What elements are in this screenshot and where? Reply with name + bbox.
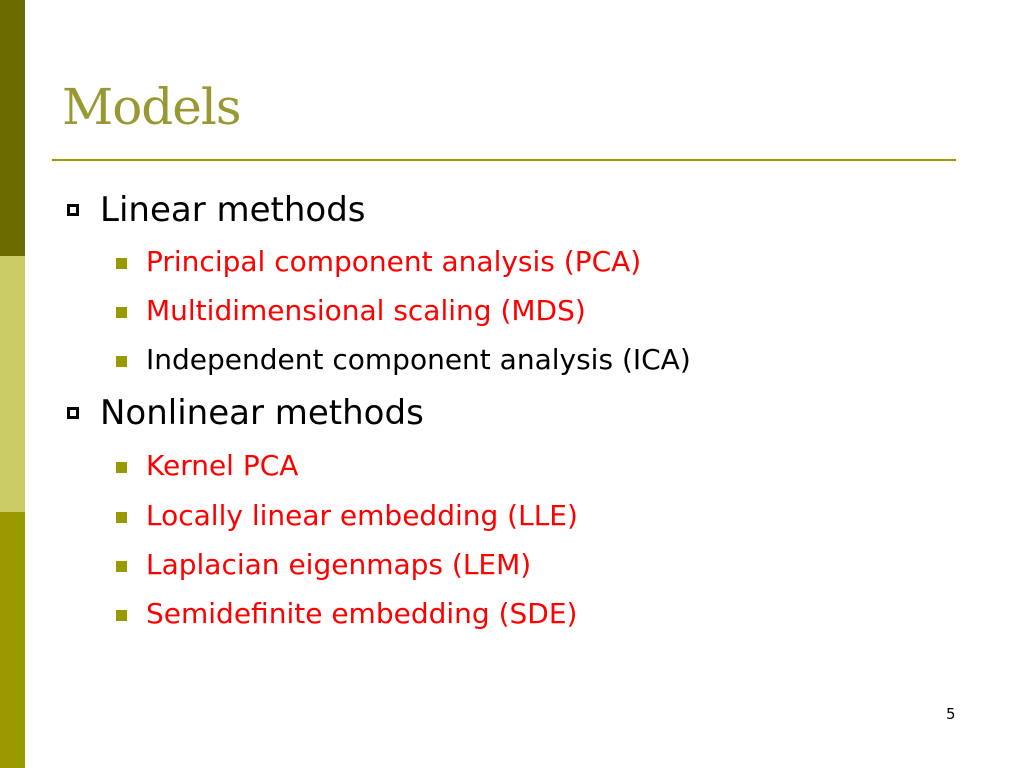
filled-square-bullet-icon [116, 512, 127, 523]
hollow-square-bullet-icon [67, 407, 79, 419]
list-item-label: Kernel PCA [146, 449, 299, 482]
section-heading: Linear methods [100, 190, 366, 230]
filled-square-bullet-icon [116, 462, 127, 473]
filled-square-bullet-icon [116, 258, 127, 269]
list-item-label: Independent component analysis (ICA) [146, 343, 691, 376]
slide-title: Models [62, 78, 241, 136]
filled-square-bullet-icon [116, 356, 127, 367]
filled-square-bullet-icon [116, 610, 127, 621]
section-heading: Nonlinear methods [100, 393, 424, 433]
list-item-label: Principal component analysis (PCA) [146, 245, 642, 278]
list-item-label: Laplacian eigenmaps (LEM) [146, 548, 532, 581]
list-item-label: Multidimensional scaling (MDS) [146, 294, 586, 327]
page-number: 5 [946, 705, 956, 723]
hollow-square-bullet-icon [67, 204, 79, 216]
list-item-label: Locally linear embedding (LLE) [146, 499, 578, 532]
list-item-label: Semidefinite embedding (SDE) [146, 597, 578, 630]
filled-square-bullet-icon [116, 561, 127, 572]
filled-square-bullet-icon [116, 307, 127, 318]
